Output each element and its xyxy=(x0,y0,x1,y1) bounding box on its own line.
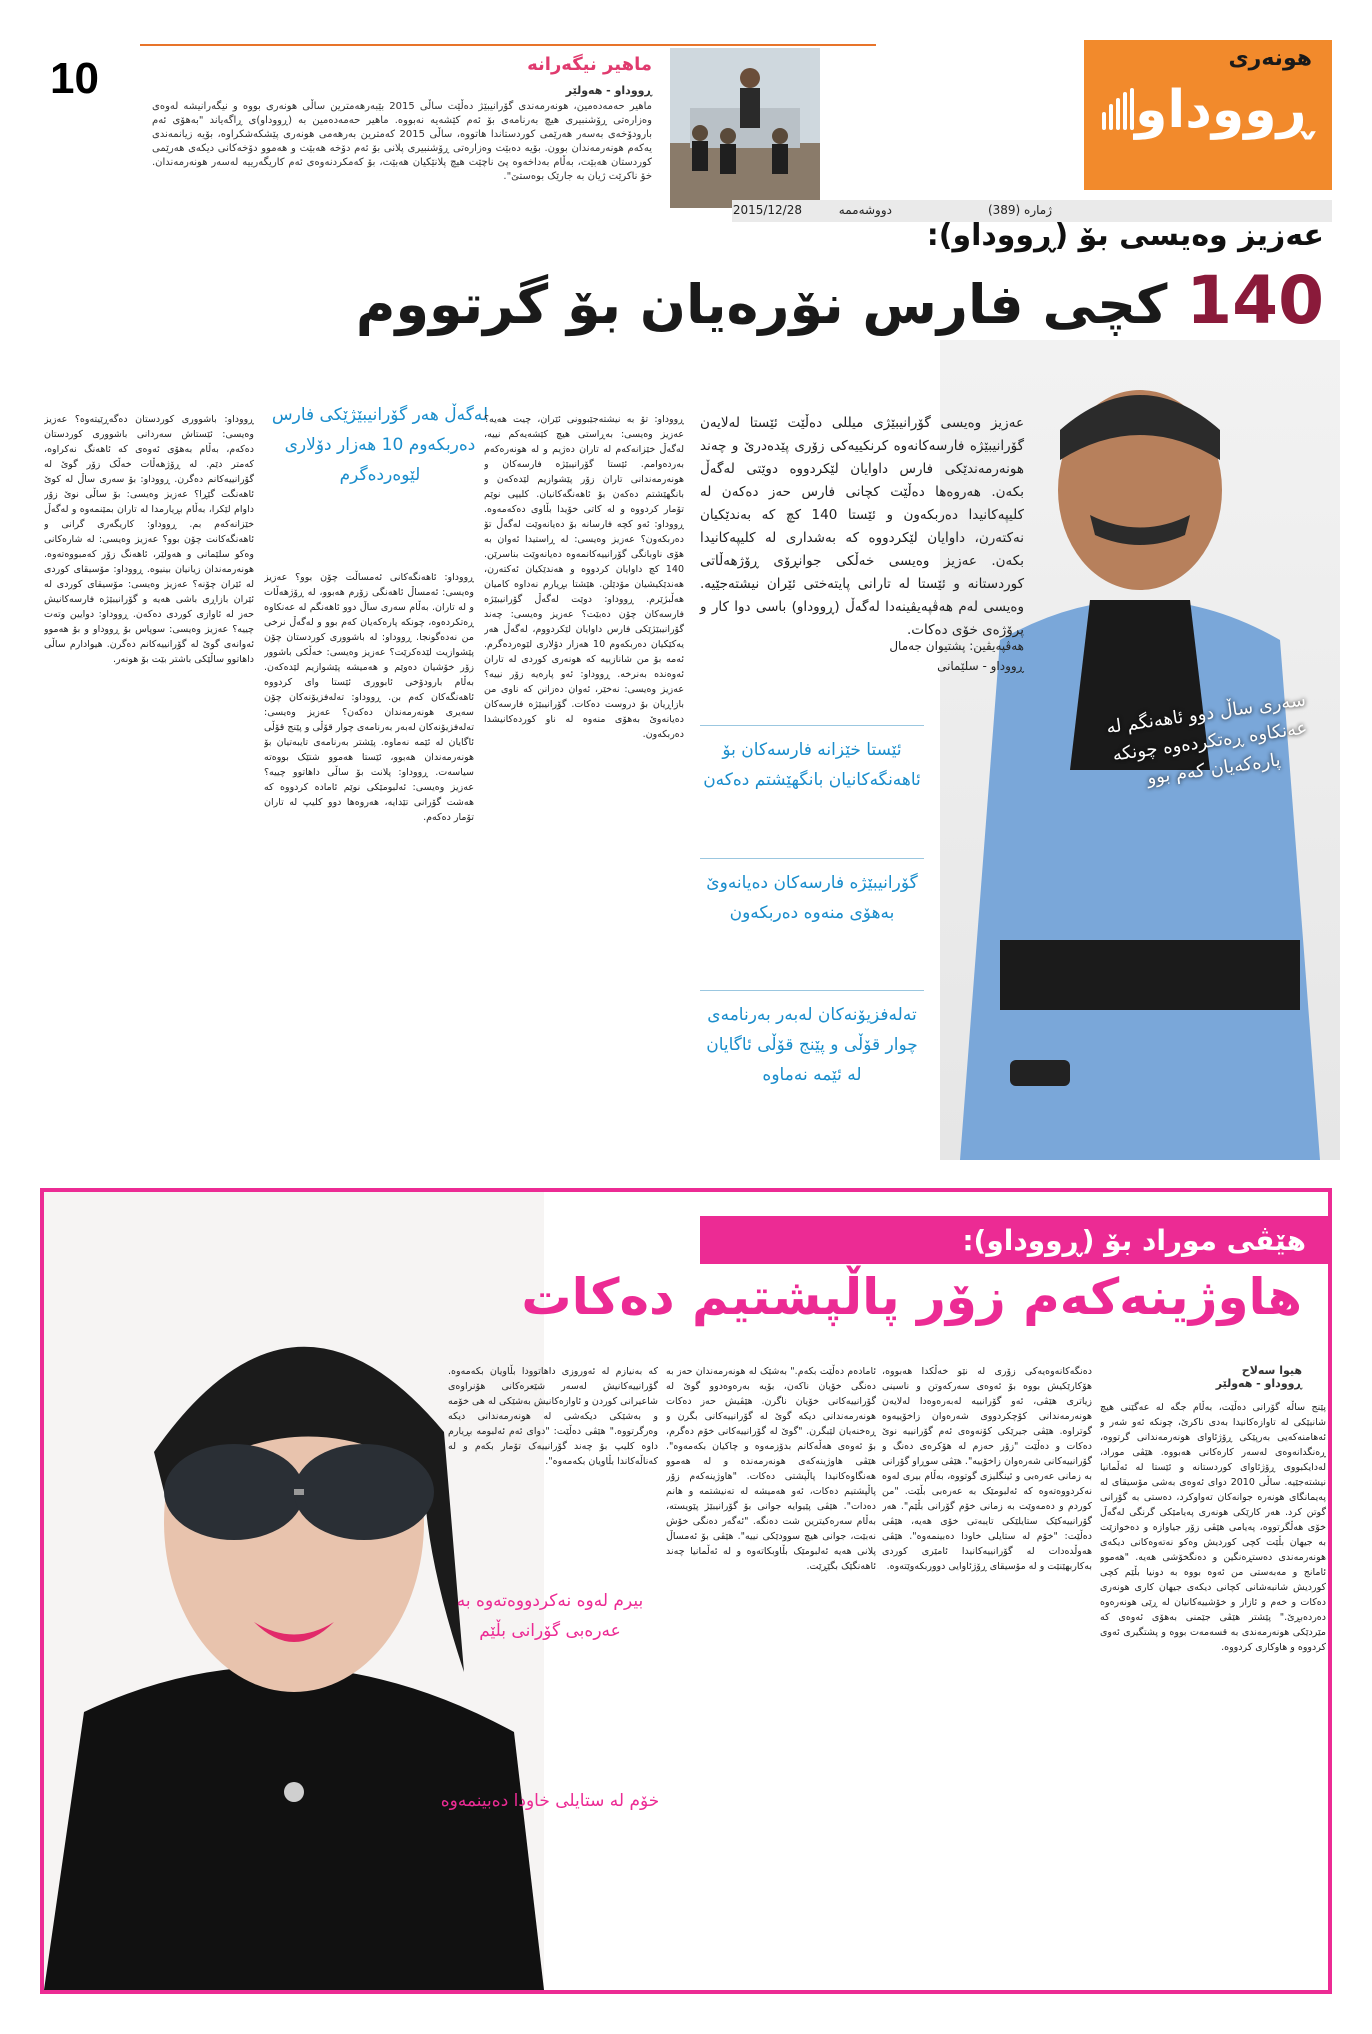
article2-kicker: هێڤی موراد بۆ (ڕووداو): xyxy=(962,1224,1306,1257)
article1-photo-caption: سەری ساڵ دوو ئاهەنگم لە عەنکاوە ڕەتکردەوە چونکە پارەکەیان کەم بوو xyxy=(1104,689,1309,789)
issue-date: 2015/12/28 xyxy=(732,203,802,217)
article1-headline-text: کچی فارس نۆرەیان بۆ گرتووم xyxy=(355,273,1168,336)
divider xyxy=(700,858,924,859)
section-label: هونەری xyxy=(1228,46,1312,71)
article2-column: دەنگەکانەوەیەکی زۆری لە نێو خەڵکدا هەبووە، هۆکارێکیش بووە بۆ ئەوەی سەرکەوتن و ناسینی زیاتری هێڤی، ئەو گۆرانییە لەبەرەوەدا لەلایەن هونەرمەندانی کۆچکردووی شەرەوان زاخۆییەوە گوتراوە. هێڤی جیرێکی کۆنەوەی ئەم گۆرانییە نوێ دەکات و دەڵێت "زۆر حەزم لە هۆکرەی دەنگ و گۆرانییەکانی شەرەوان زاخۆییە". هێڤی سوڕاو گۆرانی بە زمانی عەرەبی و ئینگلیزی گوتووە، بەڵام بیری لەوە نەکردووەتەوە کە ئەلبومێک بە عەرەبی بڵێت. "من کوردم و دەمەوێت بە زمانی خۆم گۆرانی بڵێم". هەر گۆرانییەکێک ستایلێکی تایبەتی خۆی هەیە، هێڤی دەڵێت: "خۆم لە ستایلی خاودا دەبینمەوە". هێڤی هەوڵدەدات لە گۆرانییەکانیدا ئامێری کوردی بەکاربهێنێت و لە مۆسیقای ڕۆژئاوایی دووربکەوێتەوە. xyxy=(882,1366,1092,1572)
news-brief-body: ماهیر حەمەدەمین، هونەرمەندی گۆرانیبێژ دەڵێت ساڵی 2015 بێبەرهەمترین ساڵی هونەری بووە و نیگەرانیشە لەوەی وەزارەتی ڕۆشنبیری هیچ بەرنامەی بۆ ئەم کێشەیە نەبووە. ماهیر حەمەدەمین بە (ڕووداو)ی ڕاگەیاند "بەهۆی ئەم بارودۆخەی بەسەر هەرێمی کوردستاندا هاتووە، ساڵی 2015 کەمترین بەرهەمی هونەری پێشکەشکراوە، بۆیە زیانمەندی یەکەم هونەرمەندان بوون. بۆیە دەبێت وەزارەتی ڕۆشنبیری پلانی بۆ ئەم دۆخە هەبێت و هەموو دۆخەکانی دیکەی هەرێمی کوردستان هەبێت، بەڵام بەداخەوە پێ ناچێت هیچ پلانێکیان هەبێت، بۆ کەمکردنەوەی ئەم کاریگەرییە لەسەر هونەرمەندان. خۆ ناکرێت ژیان بە جارێک بوەستێ". xyxy=(152,101,652,182)
article2-column: پێنج ساڵە گۆرانی دەڵێت، بەڵام جگە لە عەگێنی هیچ شانیێکی لە تاوازەکانیدا بەدی ناکرێ، چونکە ئەو شەر و ئەهامنەکەیی بەرپێکی ڕۆژئاوای هونەرمەندانی گرتووە، ڕەنگدانەوەی لەسەر کارەکانی هەبووە. هێڤی موراد، لەدایکبووی ڕۆژئاوای کوردستانە و ئێستا لە ئەڵمانیا نیشتەجێیە. ساڵی 2010 دوای ئەوەی بەشی مۆسیقای لە پەیمانگای هونەرە جوانەکان تەواوکرد، دەستی بە گۆرانی گوتن کرد. هەر کارێکی هونەری پەیامێکی گرنگی لەگەڵ خۆی هەڵگرتووە، پەیامی هێڤی زۆر جیاوازە و دەخوازێت بە جیهان بڵێت کچی کوردیش وەکو نەتەوەکانی دیکەی هونەرمەندی دەستڕەنگین و دەنگخۆشی هەیە. "هەموو ئامانج و مەبەستی من ئەوە بووە بە دونیا بڵێم کچی کوردیش شانبەشانی کچانی دیکەی جیهان کاری هونەری دەکات و خەم و ئازار و خۆشییەکانیان لە ڕێی هونەرەوە دەردەبڕێ." پێشتر هێڤی جێمنی بەهۆی ئەوەی کە مێردێکی هونەرمەندی بە قسەمەت بووە و پشتگیری ئەوی کردووە و هاوکاری کردووە. xyxy=(1100,1402,1326,1653)
article2-column: ئامادەم دەڵێت بکەم." بەشێک لە هونەرمەندان حەز بە دەنگی خۆیان ناکەن، بۆیە بەرەوەدوو گوێ لە گۆرانییەکانی خۆیان ناگرن. هێڤیش حەز دەکات هونەرمەندانی دیکە گوێ لە گۆرانییەکانی بگرن و ڕەخنەیان لێبگرن. "گوێ لە گۆرانییەکانی خۆم دەگرم، بۆ ئەوەی هەڵەکانم بدۆزمەوە و چاکیان بکەمەوە". هێڤی هاوژینەکەی هونەرمەندە و لە هەموو هەنگاوەکانیدا پاڵپشتی دەکات. "هاوژینەکەم زۆر پاڵپشتیم دەکات، ئەو هەمیشە لە تەنیشتمە و هانم دەدات". هێڤی پێیوایە جوانی بۆ گۆرانیبێژ پێویستە، بەڵام سەرەکیترین شت دەنگە. "ئەگەر دەنگی خۆش نەبێت، جوانی هیچ سوودێکی نییە". هێڤی بۆ ئەمساڵ پلانی هەیە ئەلبومێک بڵاوبکاتەوە و لە ئەڵمانیا چەند ئاهەنگێک بگێڕێت. xyxy=(666,1366,876,1572)
news-brief-photo xyxy=(670,48,820,208)
article1-pull-quote: ئێستا خێزانە فارسەکان بۆ ئاهەنگەکانیان بانگهێشتم دەکەن xyxy=(703,740,921,790)
article1-kicker: عەزیز وەیسی بۆ (ڕووداو): xyxy=(926,218,1324,253)
news-brief xyxy=(140,44,876,222)
article2-column: کە بەنیازم لە ئەوروزی داهاتوودا بڵاویان بکەمەوە. گۆرانییەکانیش لەسەر شێعرەکانی هۆنراوەی شاعیرانی کوردن و ئاوازەکانیش بەشێکی لە هی خۆمە و بەشێکی دیکەشی لە هونەرمەندانی دیکە وەرگرتووە." هێڤی دەڵێت: "دوای ئەم ئەلبومە بڕیارم داوە کلیپ بۆ چەند گۆرانییەک تۆمار بکەم و لە کەناڵەکاندا بڵاویان بکەمەوە". xyxy=(448,1366,658,1467)
article1-column: ڕووداو: باشووری کوردستان دەگەڕێیتەوە؟ عەزیز وەیسی: ئێستاش سەردانی باشووری کوردستان دەکەم، بەڵام بەهۆی ئەوەی کە ئاهەنگ نەکراوە، کەمتر دێم. لە ڕۆژهەڵات خەڵک زۆر گوێ لە گۆرانییەکانم دەگرن. ڕووداو: بۆ سەری ساڵ لە کوێ ئاهەنگت گێڕا؟ عەزیز وەیسی: بۆ ساڵی نوێ زۆر داوام لێکرا، بەڵام بڕیارمدا لە تاران بمێنمەوە و لەگەڵ خێزانەکەم بم. ڕووداو: کاریگەری گرانی و ئاهەنگەکانت چۆن بوو؟ عەزیز وەیسی: لە شارەکانی وەکو سلێمانی و هەولێر، ئاهەنگ زۆر کەمبووەتەوە. هونەرمەندان زیانیان بینیوە. ڕووداو: مۆسیقای کوردی لە ئێران چۆنە؟ عەزیز وەیسی: مۆسیقای کوردی لە ئێران بازاڕی باشی هەیە و گۆرانیبێژە فارسەکانیش حەز لە ئاوازی کوردی دەکەن. ڕووداو: دوایین وتەت چییە؟ عەزیز وەیسی: سوپاس بۆ ڕووداو و بۆ هەموو ئەوانەی گوێ لە گۆرانییەکانم دەگرن. هیوادارم ساڵی داهاتوو ساڵێکی باشتر بێت بۆ هونەر. xyxy=(44,414,254,665)
issue-number: ژمارە (389) xyxy=(987,203,1052,217)
article1-intro: عەزیز وەیسی گۆرانیبێژی میللی دەڵێت ئێستا لەلایەن گۆرانیبێژە فارسەکانەوە کرنکییەکی زۆری پێدەدرێ و چەند هونەرمەندێکی فارس داوایان لێکردووە دوێتی لەگەڵ بکەن. هەروەها دەڵێت کچانی فارس حەز دەکەن لە کلیپەکانیدا دەربکەون و ئێستا 140 کچ کە بەندێکیان نەکتەرن، داوایان لێکردووە کە بەشداری لە کلیپەکانیدا بکەن. عەزیز وەیسی خەڵکی جوانڕۆی ڕۆژهەڵاتی کوردستانە و ئێستا لە تارانی پایتەختی ئێران نیشتەجێیە. وەیسی لەم هەڤپەیڤینەدا لەگەڵ (ڕووداو) باسی دوا کار و پرۆژەی خۆی دەکات. xyxy=(700,415,1024,638)
article2-byline-place: ڕووداو - هەولێر xyxy=(1215,1377,1302,1390)
issue-day: دووشەممە xyxy=(838,203,892,217)
news-brief-headline: ماهیر نیگەرانە xyxy=(527,54,652,75)
article2-byline-author: هیوا سەلاح xyxy=(1241,1364,1302,1377)
article1-headline xyxy=(356,262,1324,339)
article1-pull-quote: گۆرانیبێژە فارسەکان دەیانەوێ بەهۆی منەوە دەربکەون xyxy=(706,873,918,923)
article1-column: ڕووداو: تۆ بە نیشتەجێبوونی ئێران، چیت هەیە؟ عەزیز وەیسی: بەڕاستی هیچ کێشەیەکم نییە، لەگەڵ خێزانەکەم لە تاران دەژیم و لە هونەرەکەم بەردەوامم. ئێستا گۆرانیبێژە فارسەکان و هونەرمەندانی تاران زۆر پێشوازیم لێدەکەن و بانگهێشتم دەکەن بۆ ئاهەنگەکانیان. کلیپی نوێم تۆمار کردووە و لە کاتی خۆیدا بڵاوی دەکەمەوە. ڕووداو: ئەو کچە فارسانە بۆ دەیانەوێت لەگەڵ تۆ دەربکەون؟ عەزیز وەیسی: لە ڕاستیدا ئەوان بە هۆی ناوبانگی گۆرانییەکانمەوە دەیانەوێت بناسرێن. 140 کچ داوایان کردووە و هەندێکیان ئەکتەرن، هەندێکیشیان مۆدێلن. هێشتا بڕیارم نەداوە کامیان هەڵبژێرم. ڕووداو: دوێت لەگەڵ گۆرانیبێژە فارسەکان چۆن دەبێت؟ عەزیز وەیسی: چەند گۆرانیبێژێکی فارس داوایان لێکردووم، لەگەڵ هەر یەکێکیان دەربکەوم 10 هەزار دۆلاری لێوەردەگرم. ئەمە بۆ من شانازییە کە هونەری کوردی لە تاران ئەوەندە بەنرخە. ڕووداو: ئەو پارەیە زۆر نییە؟ عەزیز وەیسی: نەخێر، ئەوان دەزانن کە ناوی من بازاڕیان بۆ دروست دەکات. گۆرانیبێژە فارسەکان دەیانەوێ بەهۆی منەوە لە ناو کوردەکانیشدا دەربکەون. xyxy=(484,414,684,740)
sunburst-logo-icon xyxy=(1098,88,1140,130)
page-number: 10 xyxy=(50,54,99,103)
article1-credit xyxy=(700,636,1024,676)
article1-pull-quote-left: لەگەڵ هەر گۆرانیبێژێکی فارس دەربکەوم 10 هەزار دۆلاری لێوەردەگرم xyxy=(271,405,489,485)
page-header xyxy=(40,40,1332,220)
article1-pull-quote: تەلەفزیۆنەکان لەبەر بەرنامەی چوار قۆڵی و پێنج قۆڵی ئاگایان لە ئێمە نەماوە xyxy=(706,1005,918,1085)
article2-pull-quote: خۆم لە ستایلی خاودا دەبینمەوە xyxy=(440,1791,660,1811)
article2-byline xyxy=(1216,1364,1302,1390)
divider xyxy=(700,990,924,991)
news-brief-byline: ڕووداو - هەولێر xyxy=(565,84,652,97)
article2-headline: هاوژینەکەم زۆر پاڵپشتیم دەکات xyxy=(521,1268,1302,1326)
brand-block xyxy=(1084,40,1332,220)
article1-column: ڕووداو: ئاهەنگەکانی ئەمساڵت چۆن بوو؟ عەزیز وەیسی: ئەمساڵ ئاهەنگی زۆرم هەبوو، لە ڕۆژهەڵات و لە تاران. بەڵام سەری ساڵ دوو ئاهەنگم لە عەنکاوە ڕەتکردەوە، چونکە پارەکەیان کەم بوو و لەگەڵ نرخی من نەدەگونجا. ڕووداو: لە باشووری کوردستان چۆن پێشوازیت لێدەکرێت؟ عەزیز وەیسی: خەڵکی باشوور زۆر خۆشیان دەوێم و هەمیشە پێشوازیم لێدەکەن. بەڵام بارودۆخی ئابووری ئێستا وای کردووە ئاهەنگەکان کەم بن. ڕووداو: تەلەفزیۆنەکان چۆن سەیری هونەرمەندان دەکەن؟ عەزیز وەیسی: تەلەفزیۆنەکان لەبەر بەرنامەی چوار قۆڵی و پێنج قۆڵی ئاگایان لە ئێمە نەماوە. پێشتر بەرنامەی تایبەتیان بۆ هونەرمەندان هەبوو، ئێستا هەموو شتێک بووەتە سیاسەت. ڕووداو: پلانت بۆ ساڵی داهاتوو چییە؟ عەزیز وەیسی: ئەلبومێکی نوێم ئامادە کردووە کە هەشت گۆرانی تێدایە، هەروەها دوو کلیپ لە تاران تۆمار دەکەم. xyxy=(264,572,474,823)
article1-credit-place: ڕووداو - سلێمانی xyxy=(937,659,1024,673)
article1-headline-number: 140 xyxy=(1186,262,1324,339)
brand-logo: ڕووداو xyxy=(1135,80,1312,140)
article2-pull-quote: بیرم لەوە نەکردووەتەوە بە عەرەبی گۆرانی بڵێم xyxy=(456,1591,644,1641)
article1-credit-name: هەڤپەیڤین: پشتیوان جەمال xyxy=(889,639,1024,653)
divider xyxy=(700,725,924,726)
